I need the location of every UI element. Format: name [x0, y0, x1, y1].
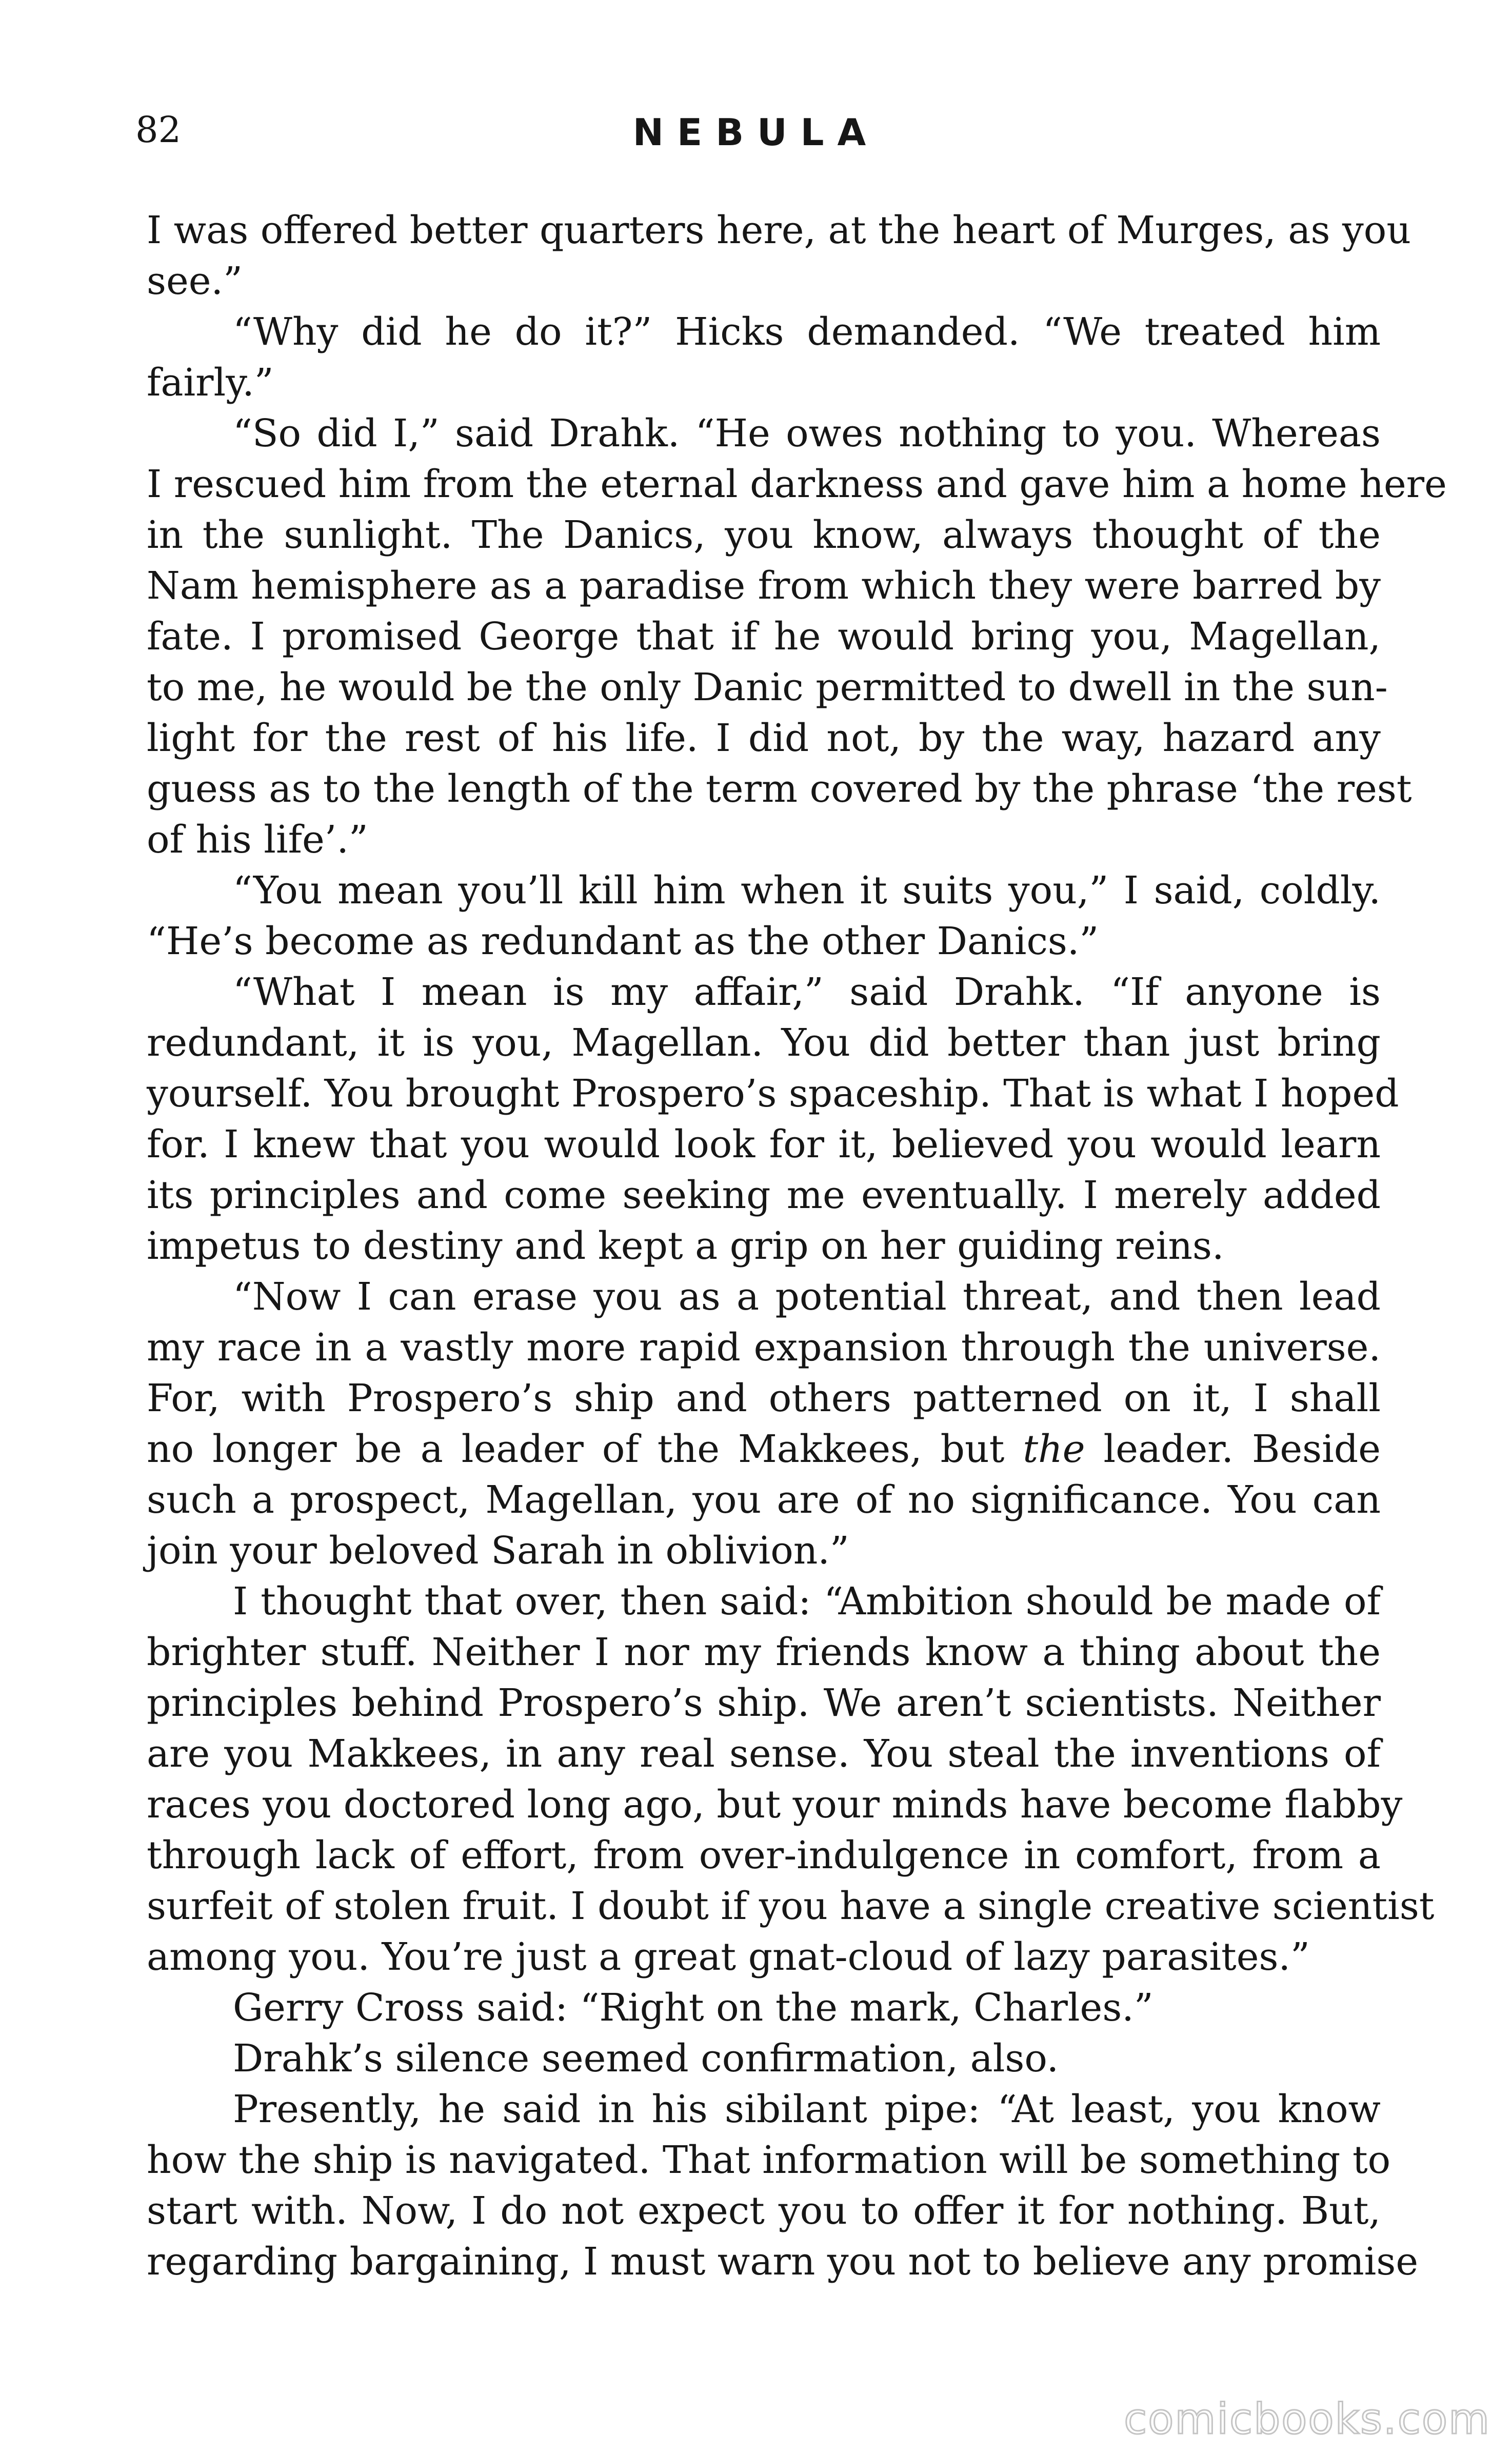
- text-line: [147, 1424, 1381, 1475]
- text-line: fairly.”: [147, 361, 274, 405]
- text-line: fate. I promised George that if he would bring you, Magellan,: [147, 615, 1381, 659]
- running-head: NEBULA: [632, 111, 880, 154]
- text-line: impetus to destiny and kept a grip on her guiding reins.: [147, 1224, 1224, 1268]
- text-line: “Now I can erase you as a potential threat, and then lead: [233, 1275, 1381, 1319]
- text-line: races you doctored long ago, but your minds have become flabby: [147, 1783, 1403, 1827]
- text-line: to me, he would be the only Danic permitted to dwell in the sun-: [147, 665, 1388, 709]
- text-line: such a prospect, Magellan, you are of no significance. You can: [147, 1478, 1381, 1522]
- text-line: “Why did he do it?” Hicks demanded. “We treated him: [233, 310, 1381, 354]
- watermark: comicbooks.com: [1124, 2395, 1490, 2444]
- text-line: “What I mean is my affair,” said Drahk. “If anyone is: [233, 970, 1381, 1014]
- text-line: I was offered better quarters here, at the heart of Murges, as you: [147, 208, 1411, 252]
- text-line: “So did I,” said Drahk. “He owes nothing to you. Whereas: [233, 411, 1381, 456]
- text-line: I rescued him from the eternal darkness and gave him a home here: [147, 462, 1447, 506]
- italic-word: the: [1023, 1427, 1085, 1471]
- text-line: surfeit of stolen fruit. I doubt if you have a single creative scientist: [147, 1884, 1435, 1928]
- body-text: [147, 205, 1447, 2287]
- text-line: light for the rest of his life. I did not, by the way, hazard any: [147, 716, 1381, 760]
- text-line: brighter stuff. Neither I nor my friends know a thing about the: [147, 1630, 1381, 1674]
- text-line: in the sunlight. The Danics, you know, always thought of the: [147, 513, 1381, 557]
- text-line: regarding bargaining, I must warn you not to believe any promise: [147, 2240, 1419, 2284]
- text-segment: leader. Beside: [1103, 1427, 1381, 1471]
- text-line: principles behind Prospero’s ship. We aren’t scientists. Neither: [147, 1681, 1381, 1725]
- text-line: join your beloved Sarah in oblivion.”: [147, 1529, 849, 1573]
- page-number: 82: [135, 109, 182, 151]
- text-line: Drahk’s silence seemed confirmation, also.: [233, 2036, 1059, 2081]
- text-line: “He’s become as redundant as the other Danics.”: [147, 919, 1099, 963]
- text-line: Gerry Cross said: “Right on the mark, Charles.”: [233, 1986, 1153, 2030]
- text-line: redundant, it is you, Magellan. You did better than just bring: [147, 1021, 1381, 1065]
- text-line: For, with Prospero’s ship and others patterned on it, I shall: [147, 1376, 1381, 1420]
- text-line: for. I knew that you would look for it, believed you would learn: [147, 1122, 1381, 1166]
- text-segment: no longer be a leader of the Makkees, but: [147, 1427, 1005, 1471]
- text-line: start with. Now, I do not expect you to offer it for nothing. But,: [147, 2189, 1381, 2233]
- text-line: of his life’.”: [147, 818, 368, 862]
- text-line: Nam hemisphere as a paradise from which they were barred by: [147, 564, 1381, 608]
- text-line: “You mean you’ll kill him when it suits you,” I said, coldly.: [233, 868, 1381, 913]
- text-line: are you Makkees, in any real sense. You steal the inventions of: [147, 1732, 1381, 1776]
- text-line: among you. You’re just a great gnat-cloud of lazy parasites.”: [147, 1935, 1310, 1979]
- text-line: I thought that over, then said: “Ambition should be made of: [233, 1579, 1381, 1624]
- text-line: how the ship is navigated. That information will be something to: [147, 2138, 1391, 2182]
- text-line: guess as to the length of the term covered by the phrase ‘the rest: [147, 767, 1412, 811]
- text-line: its principles and come seeking me eventually. I merely added: [147, 1173, 1381, 1217]
- text-line: Presently, he said in his sibilant pipe: “At least, you know: [233, 2087, 1381, 2131]
- text-line: yourself. You brought Prospero’s spaceship. That is what I hoped: [147, 1072, 1399, 1116]
- text-line: see.”: [147, 259, 243, 303]
- text-line: through lack of effort, from over-indulgence in comfort, from a: [147, 1833, 1381, 1877]
- text-line: my race in a vastly more rapid expansion through the universe.: [147, 1326, 1381, 1370]
